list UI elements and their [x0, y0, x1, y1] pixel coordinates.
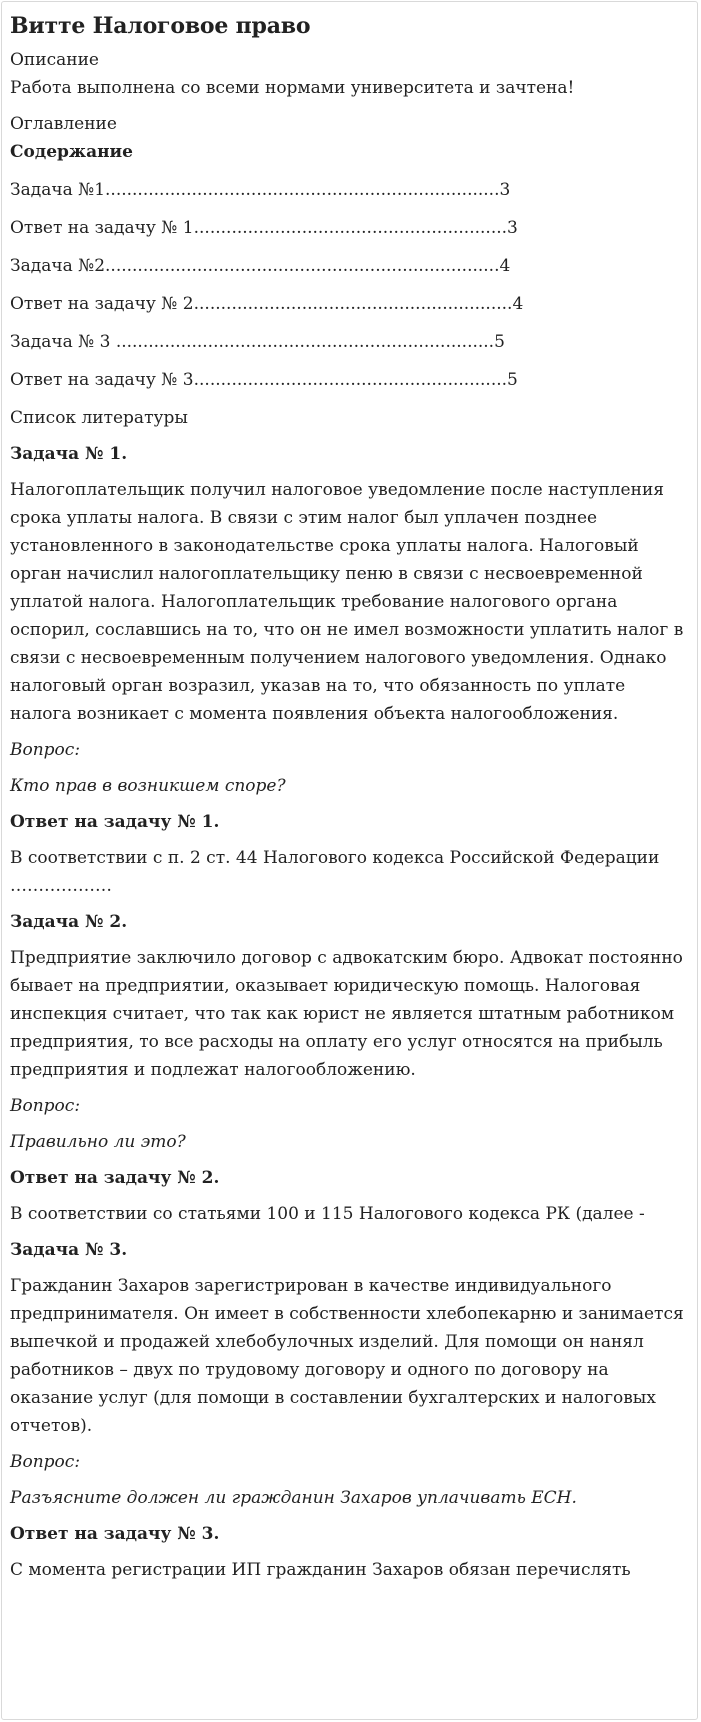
toc-item-literature: Список литературы [10, 408, 188, 428]
task2-question: Правильно ли это? [10, 1132, 186, 1152]
task1-text: Налогоплательщик получил налоговое уведомление после наступления срока уплаты налога. В связи с этим налог был уплачен позднее установленного в законодательстве срока уплаты налога. Налоговый орган начислил налогоплательщику пеню в связи с несвоевременной уплатой налога. Налогоплательщик требование налогового органа оспорил, сославшись на то, что он не имел возможности уплатить налог в связи с несвоевременным получением налогового уведомления. Однако налоговый орган возразил, указав на то, что обязанность по уплате налога возникает с момента появления объекта налогообложения. [10, 480, 684, 724]
task1-answer: В соответствии с п. 2 ст. 44 Налогового кодекса Российской Федерации ……………… [10, 848, 660, 896]
description-text: Работа выполнена со всеми нормами университета и зачтена! [10, 78, 575, 98]
toc-item-answer1: Ответ на задачу № 1..........................................................3 [10, 218, 518, 238]
toc-item-task3: Задача № 3 ......................................................................5 [10, 332, 505, 352]
task2-text: Предприятие заключило договор с адвокатским бюро. Адвокат постоянно бывает на предприятии, оказывает юридическую помощь. Налоговая инспекция считает, что так как юрист не является штатным работником предприятия, то все расходы на оплату его услуг относятся на прибыль предприятия и подлежат налогообложению. [10, 948, 683, 1080]
document-title: Витте Налоговое право [10, 13, 311, 39]
task2-answer-heading: Ответ на задачу № 2. [10, 1168, 220, 1188]
toc-item-task2: Задача №2.........................................................................4 [10, 256, 511, 276]
task1-heading: Задача № 1. [10, 444, 128, 464]
toc-heading: Оглавление [10, 114, 117, 134]
task3-question-label: Вопрос: [10, 1452, 81, 1472]
task1-question: Кто прав в возникшем споре? [10, 776, 286, 796]
task3-answer-heading: Ответ на задачу № 3. [10, 1524, 220, 1544]
task2-answer: В соответствии со статьями 100 и 115 Налогового кодекса РК (далее - [10, 1204, 645, 1224]
toc-title: Содержание [10, 142, 133, 162]
toc-item-answer3: Ответ на задачу № 3..........................................................5 [10, 370, 518, 390]
task3-answer: С момента регистрации ИП гражданин Захаров обязан перечислять [10, 1560, 631, 1580]
document-page [1, 1, 698, 1720]
task1-answer-heading: Ответ на задачу № 1. [10, 812, 220, 832]
description-heading: Описание [10, 50, 99, 70]
task3-text: Гражданин Захаров зарегистрирован в качестве индивидуального предпринимателя. Он имеет в собственности хлебопекарню и занимается выпечкой и продажей хлебобулочных изделий. Для помощи он нанял работников – двух по трудовому договору и одного по договору на оказание услуг (для помощи в составлении бухгалтерских и налоговых отчетов). [10, 1276, 684, 1436]
toc-item-answer2: Ответ на задачу № 2...........................................................4 [10, 294, 524, 314]
task3-heading: Задача № 3. [10, 1240, 128, 1260]
task2-heading: Задача № 2. [10, 912, 128, 932]
task3-question: Разъясните должен ли гражданин Захаров уплачивать ЕСН. [10, 1488, 577, 1508]
toc-item-task1: Задача №1.........................................................................3 [10, 180, 511, 200]
task1-question-label: Вопрос: [10, 740, 81, 760]
task2-question-label: Вопрос: [10, 1096, 81, 1116]
